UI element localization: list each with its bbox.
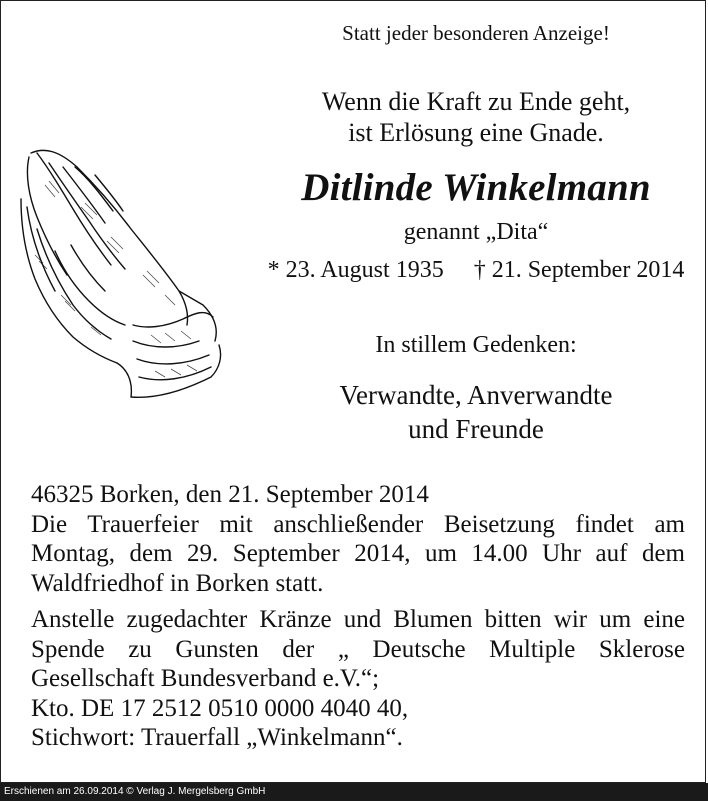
memorial-heading: In stillem Gedenken: [375,332,577,358]
praying-hands-icon [15,145,227,403]
mourners-line: und Freunde [408,414,544,444]
life-dates [251,257,701,284]
quote-line: ist Erlösung eine Gnade. [348,118,604,147]
donation-request: Anstelle zugedachter Kränze und Blumen bitten wir um eine Spende zu Gunsten der „ Deutsche Multiple Sklerose Gesellschaft Bundesverband e.V.“; [31,606,685,692]
bank-account: Kto. DE 17 2512 0510 0000 4040 40, [31,694,409,722]
memorial-quote [251,86,701,148]
publication-footer: Erschienen am 26.09.2014 © Verlag J. Mergelsberg GmbH [0,783,708,801]
mourners-line: Verwandte, Anverwandte [339,380,613,410]
deceased-nickname: genannt „Dita“ [403,219,549,245]
mourners [251,378,701,446]
donation-keyword: Stichwort: Trauerfall „Winkelmann“. [31,724,403,751]
quote-line: Wenn die Kraft zu Ende geht, [321,87,631,116]
notice-header: Statt jeder besonderen Anzeige! [342,21,610,45]
deceased-name: Ditlinde Winkelmann [301,166,651,209]
birth-date: * 23. August 1935 [267,257,444,283]
place-date: 46325 Borken, den 21. September 2014 [31,481,429,508]
death-date: † 21. September 2014 [473,257,685,283]
funeral-details: Die Trauerfeier mit anschließender Beisetzung findet am Montag, dem 29. September 2014, um 14.00 Uhr auf dem Waldfriedhof in Borken statt. [31,510,685,597]
notice-body [31,480,685,753]
